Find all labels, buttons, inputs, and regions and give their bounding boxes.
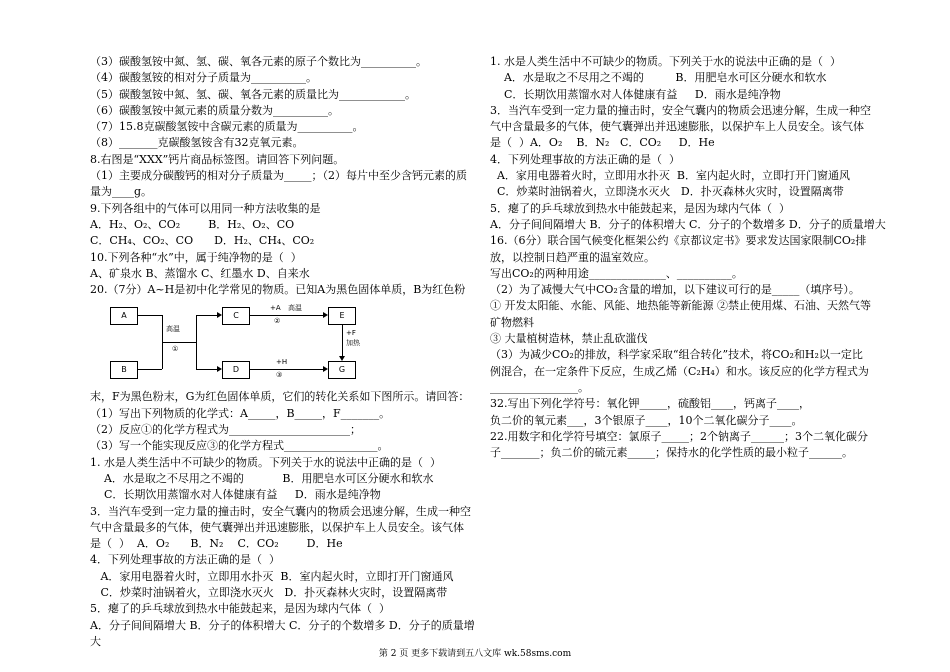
question-line: A．分子间间隔增大 B．分子的体积增大 C．分子的个数增多 D．分子的质量增大 [490, 217, 886, 231]
line-to-c [196, 315, 217, 316]
question-line: 气中含量最多的气体，使气囊弹出并迅速膨胀，以保护车上人员安全。该气体 [490, 120, 864, 134]
question-line: （1）主要成分碳酸钙的相对分子质量为_____；（2）每片中至少含钙元素的质 [90, 169, 467, 183]
line-e-to-g [342, 325, 343, 356]
question-line: （1）写出下列物质的化学式：A_____，B_____，F_______。 [90, 406, 391, 420]
question-line: （2）为了减慢大气中CO₂含量的增加，以下建议可行的是_____（填序号）。 [490, 283, 860, 297]
question-line: 气中含量最多的气体，使气囊弹出并迅速膨胀，以保护车上人员安全。该气体 [90, 520, 464, 534]
question-line: 写出CO₂的两种用途______________、__________。 [490, 266, 743, 280]
question-line: 1. 水是人类生活中不可缺少的物质。下列关于水的说法中正确的是（ ） [490, 55, 841, 68]
box-d: D [222, 361, 250, 379]
line-a-join [138, 315, 162, 316]
question-line: （3）写一个能实现反应③的化学方程式_________________。 [90, 439, 389, 453]
page-footer: 第 2 页 更多下载请到五八文库 wk.58sms.com [378, 649, 572, 659]
question-line: C．CH₄、CO₂、CO D．H₂、CH₄、CO₂ [90, 234, 315, 248]
question-line: 是（ ） A．O₂ B．N₂ C．CO₂ D．He [90, 537, 343, 551]
question-line: （3）为减少CO₂的排放，科学家采取“组合转化”技术，将CO₂和H₂以一定比 [490, 348, 863, 362]
line-b-join [138, 369, 162, 370]
label-gaowen-2: 高温 [288, 304, 302, 313]
question-line: A．家用电器着火时，立即用水扑灭 B．室内起火时，立即打开门窗通风 [490, 169, 851, 183]
question-line: 子_______；负二价的硫元素_____；保持水的化学性质的最小粒子______。 [490, 446, 853, 460]
label-gaowen: 高温 [166, 325, 180, 334]
line-c-to-e [250, 315, 323, 316]
question-line: 末，F为黑色粉末，G为红色固体单质，它们的转化关系如下图所示。请回答： [90, 390, 470, 404]
question-line: 负二价的氧元素___，3个银原子____，10个二氧化碳分子____。 [490, 413, 803, 427]
box-e: E [328, 307, 356, 325]
question-line: C．炒菜时油锅着火，立即浇水灭火 D．扑灭森林火灾时，设置隔离带 [490, 185, 844, 199]
question-line: C．长期饮用蒸馏水对人体健康有益 D．雨水是纯净物 [90, 488, 381, 502]
left-column [90, 54, 480, 650]
question-line: A．分子间间隔增大 B．分子的体积增大 C．分子的个数增多 D．分子的质量增 [90, 618, 475, 632]
question-line: （2）反应①的化学方程式为______________________； [90, 423, 361, 437]
question-line: 矿物燃料 [490, 315, 534, 329]
question-line: A．水是取之不尽用之不竭的 B．用肥皂水可区分硬水和软水 [490, 71, 827, 85]
label-plus-f: +F [346, 329, 356, 338]
question-line: A、矿泉水 B、蒸馏水 C、红墨水 D、自来水 [90, 266, 310, 280]
arrow-to-c [217, 312, 222, 318]
question-line: C．炒菜时油锅着火，立即浇水灭火 D．扑灭森林火灾时，设置隔离带 [90, 586, 448, 600]
question-line: A．家用电器着火时，立即用水扑灭 B．室内起火时，立即打开门窗通风 [90, 569, 454, 583]
question-line: 32.写出下列化学符号：氧化钾_____，硫酸铝____，钙离子____， [490, 397, 810, 411]
question-line: （3）碳酸氢铵中氮、氢、碳、氧各元素的原子个数比为__________。 [90, 55, 427, 68]
question-line: ③ 大量植树造林，禁止乱砍滥伐 [490, 332, 648, 346]
question-line: 22.用数字和化学符号填空：氯原子_____；2个钠离子______；3个二氧化碳分 [490, 429, 868, 443]
question-line: 16.（6分）联合国气候变化框架公约《京都议定书》要求发达国家限制CO₂排 [490, 234, 867, 248]
question-line: （7）15.8克碳酸氢铵中含碳元素的质量为__________。 [90, 120, 364, 134]
right-question-lines [490, 54, 886, 461]
question-line: 是（ ）A．O₂ B．N₂ C．CO₂ D．He [490, 136, 715, 150]
question-line: A．H₂、O₂、CO₂ B．H₂、O₂、CO [90, 217, 295, 231]
box-a: A [110, 307, 138, 325]
question-line: 放，以控制日趋严重的温室效应。 [490, 250, 655, 264]
question-line: 5．瘪了的乒乓球放到热水中能鼓起来，是因为球内气体（ ） [490, 201, 790, 215]
box-g: G [328, 361, 356, 379]
arrow-to-d [217, 366, 222, 372]
question-line: C．长期饮用蒸馏水对人体健康有益 D．雨水是纯净物 [490, 87, 781, 101]
left-question-lines [90, 54, 480, 298]
label-reaction-3: ③ [276, 371, 283, 380]
question-line: 3．当汽车受到一定力量的撞击时，安全气囊内的物质会迅速分解，生成一种空 [90, 504, 471, 518]
label-plus-a: +A [270, 304, 281, 313]
arrow-to-e [323, 312, 328, 318]
label-reaction-1: ① [172, 345, 179, 354]
label-heat: 加热 [346, 339, 360, 348]
question-line: （5）碳酸氢铵中氮、氢、碳、氧各元素的质量比为____________。 [90, 87, 416, 101]
right-column [490, 54, 886, 461]
question-line: （6）碳酸氢铵中氮元素的质量分数为__________。 [90, 103, 339, 117]
line-split-vertical [196, 315, 197, 369]
question-line: 5．瘪了的乒乓球放到热水中能鼓起来，是因为球内气体（ ） [90, 602, 390, 616]
arrow-to-g [339, 356, 345, 361]
question-line: 3．当汽车受到一定力量的撞击时，安全气囊内的物质会迅速分解，生成一种空 [490, 103, 871, 117]
question-line: 4．下列处理事故的方法正确的是（ ） [90, 553, 280, 567]
question-line: 4．下列处理事故的方法正确的是（ ） [490, 152, 680, 166]
line-to-d [196, 369, 217, 370]
question-line: 10.下列各种“水”中，属于纯净物的是（ ） [90, 250, 302, 264]
box-b: B [110, 361, 138, 379]
label-plus-h: +H [276, 358, 288, 367]
line-to-split [162, 342, 196, 343]
arrow-d-to-g [323, 366, 328, 372]
question-line: 例混合，在一定条件下反应，生成乙烯（C₂H₄）和水。该反应的化学方程式为 [490, 364, 869, 378]
question-line: （4）碳酸氢铵的相对分子质量为__________。 [90, 71, 317, 85]
left-question-lines-continued [90, 389, 480, 650]
question-line: 大 [90, 634, 101, 648]
box-c: C [222, 307, 250, 325]
question-line: ① 开发太阳能、水能、风能、地热能等新能源 ②禁止使用煤、石油、天然气等 [490, 299, 871, 313]
reaction-diagram [110, 301, 440, 387]
line-d-to-g [250, 369, 323, 370]
question-line: 9.下列各组中的气体可以用同一种方法收集的是 [90, 201, 321, 215]
question-line: 8.右图是“XXX”钙片商品标签图。请回答下列问题。 [90, 152, 345, 166]
question-line: 1. 水是人类生活中不可缺少的物质。下列关于水的说法中正确的是（ ） [90, 455, 441, 469]
question-line: （8）_______克碳酸氢铵含有32克氧元素。 [90, 136, 304, 150]
question-line: A．水是取之不尽用之不竭的 B．用肥皂水可区分硬水和软水 [90, 471, 434, 485]
question-line: 量为____g。 [90, 185, 153, 199]
label-reaction-2: ② [274, 317, 281, 326]
question-line: ________________。 [490, 380, 589, 394]
question-line: 20.（7分）A~H是初中化学常见的物质。已知A为黑色固体单质，B为红色粉 [90, 283, 466, 297]
